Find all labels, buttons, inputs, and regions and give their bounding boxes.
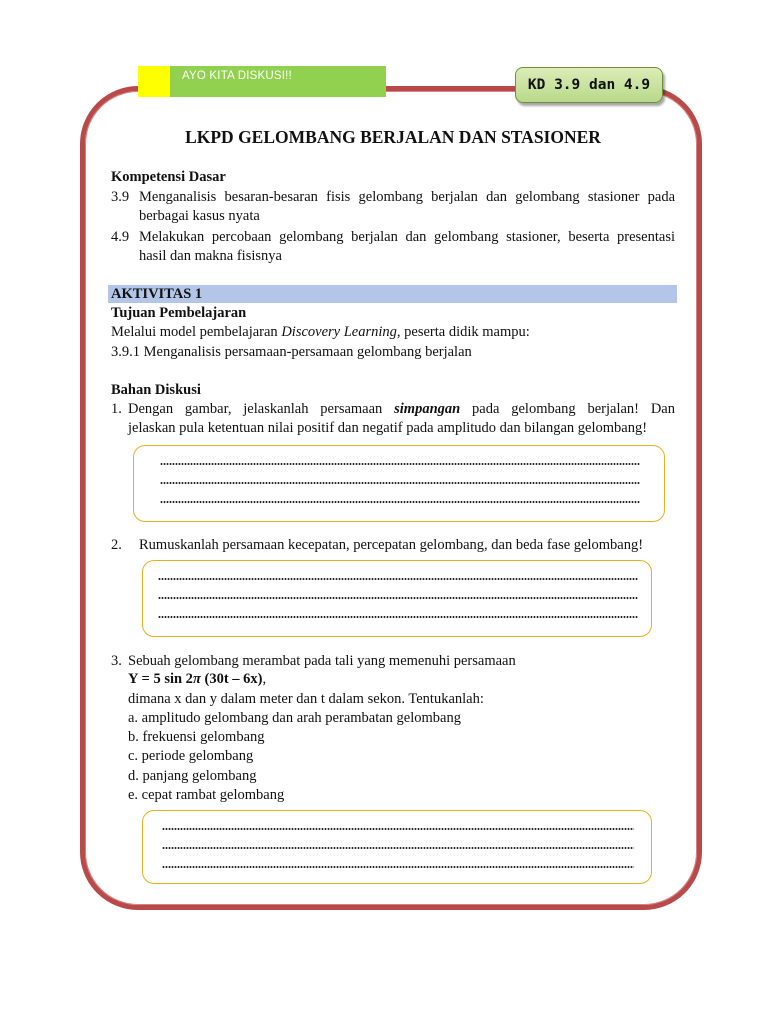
- kompetensi-item-number: 3.9: [111, 189, 130, 205]
- aktivitas-heading: AKTIVITAS 1: [108, 285, 677, 303]
- answer-line: [158, 616, 638, 618]
- answer-line: [162, 847, 634, 849]
- kompetensi-item-number: 4.9: [111, 229, 130, 245]
- answer-line: [158, 597, 638, 599]
- kompetensi-item-text: Menganalisis besaran-besaran fisis gelombang berjalan dan gelombang stasioner pada: [139, 189, 675, 205]
- answer-line: [162, 866, 634, 868]
- tujuan-text: Melalui model pembelajaran Discovery Learning, peserta didik mampu:: [111, 324, 530, 340]
- kompetensi-item-text: Melakukan percobaan gelombang berjalan dan gelombang stasioner, beserta presentasi: [139, 229, 675, 245]
- question-3-part: b. frekuensi gelombang: [128, 729, 265, 745]
- question-1-text: Dengan gambar, jelaskanlah persamaan simpangan pada gelombang berjalan! Dan: [128, 401, 675, 417]
- answer-box-2[interactable]: [142, 560, 652, 637]
- answer-line: [160, 482, 640, 484]
- question-3-part: e. cepat rambat gelombang: [128, 787, 285, 803]
- answer-box-1[interactable]: [133, 445, 665, 522]
- page-title: LKPD GELOMBANG BERJALAN DAN STASIONER: [185, 127, 601, 147]
- answer-box-3[interactable]: [142, 810, 652, 884]
- kompetensi-heading: Kompetensi Dasar: [111, 169, 226, 185]
- tujuan-item: 3.9.1 Menganalisis persamaan-persamaan gelombang berjalan: [111, 344, 472, 360]
- question-3-note: dimana x dan y dalam meter dan t dalam sekon. Tentukanlah:: [128, 691, 484, 707]
- question-3-part: c. periode gelombang: [128, 748, 254, 764]
- emphasis-simpangan: simpangan: [394, 401, 461, 417]
- kompetensi-item-text-cont: hasil dan makna fisisnya: [139, 248, 282, 264]
- question-1-text-cont: jelaskan pula ketentuan nilai positif dan negatif pada amplitudo dan bilangan gelombang!: [128, 420, 648, 436]
- tujuan-heading: Tujuan Pembelajaran: [111, 305, 247, 321]
- kompetensi-item-text-cont: berbagai kasus nyata: [139, 208, 260, 224]
- question-3-part: a. amplitudo gelombang dan arah perambatan gelombang: [128, 710, 461, 726]
- question-2-text: Rumuskanlah persamaan kecepatan, percepatan gelombang, dan beda fase gelombang!: [139, 537, 644, 553]
- question-3-part: d. panjang gelombang: [128, 768, 257, 784]
- question-1-number: 1.: [111, 401, 122, 417]
- kd-badge: KD 3.9 dan 4.9: [515, 67, 663, 103]
- wave-equation: Y = 5 sin 2π (30t – 6x),: [128, 671, 267, 687]
- answer-line: [160, 463, 640, 465]
- model-name: Discovery Learning: [281, 324, 397, 340]
- bahan-heading: Bahan Diskusi: [111, 382, 201, 398]
- answer-line: [160, 501, 640, 503]
- answer-line: [158, 578, 638, 580]
- question-3-number: 3.: [111, 653, 122, 669]
- question-3-intro: Sebuah gelombang merambat pada tali yang memenuhi persamaan: [128, 653, 516, 669]
- discussion-tag: AYO KITA DISKUSI!!: [170, 66, 386, 97]
- question-2-number: 2.: [111, 537, 122, 553]
- answer-line: [162, 828, 634, 830]
- yellow-tag-block: [138, 66, 170, 97]
